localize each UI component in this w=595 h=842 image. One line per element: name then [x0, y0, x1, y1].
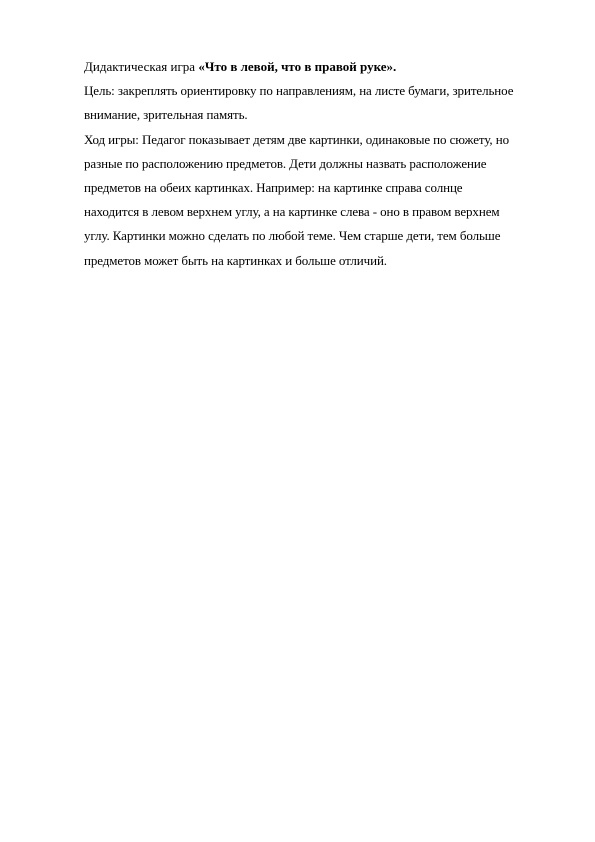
text-line-1: Цель: закреплять ориентировку по направлениям, на листе бумаги, зрительное — [84, 83, 514, 99]
game-name: «Что в левой, что в правой руке». — [198, 59, 397, 74]
text-line-4: разные по расположению предметов. Дети должны назвать расположение — [84, 155, 487, 171]
text-line-7: углу. Картинки можно сделать по любой теме. Чем старше дети, тем больше — [84, 228, 501, 244]
text-line-2: внимание, зрительная память. — [84, 107, 248, 123]
document-body — [84, 55, 524, 273]
text-line-8: предметов может быть на картинках и больше отличий. — [84, 252, 387, 268]
text-line-3: Ход игры: Педагог показывает детям две картинки, одинаковые по сюжету, но — [84, 131, 509, 147]
document-title — [84, 55, 524, 79]
text-line-6: находится в левом верхнем углу, а на картинке слева - оно в правом верхнем — [84, 204, 500, 220]
text-line-5: предметов на обеих картинках. Например: на картинке справа солнце — [84, 180, 463, 196]
title-prefix: Дидактическая игра — [84, 59, 199, 74]
